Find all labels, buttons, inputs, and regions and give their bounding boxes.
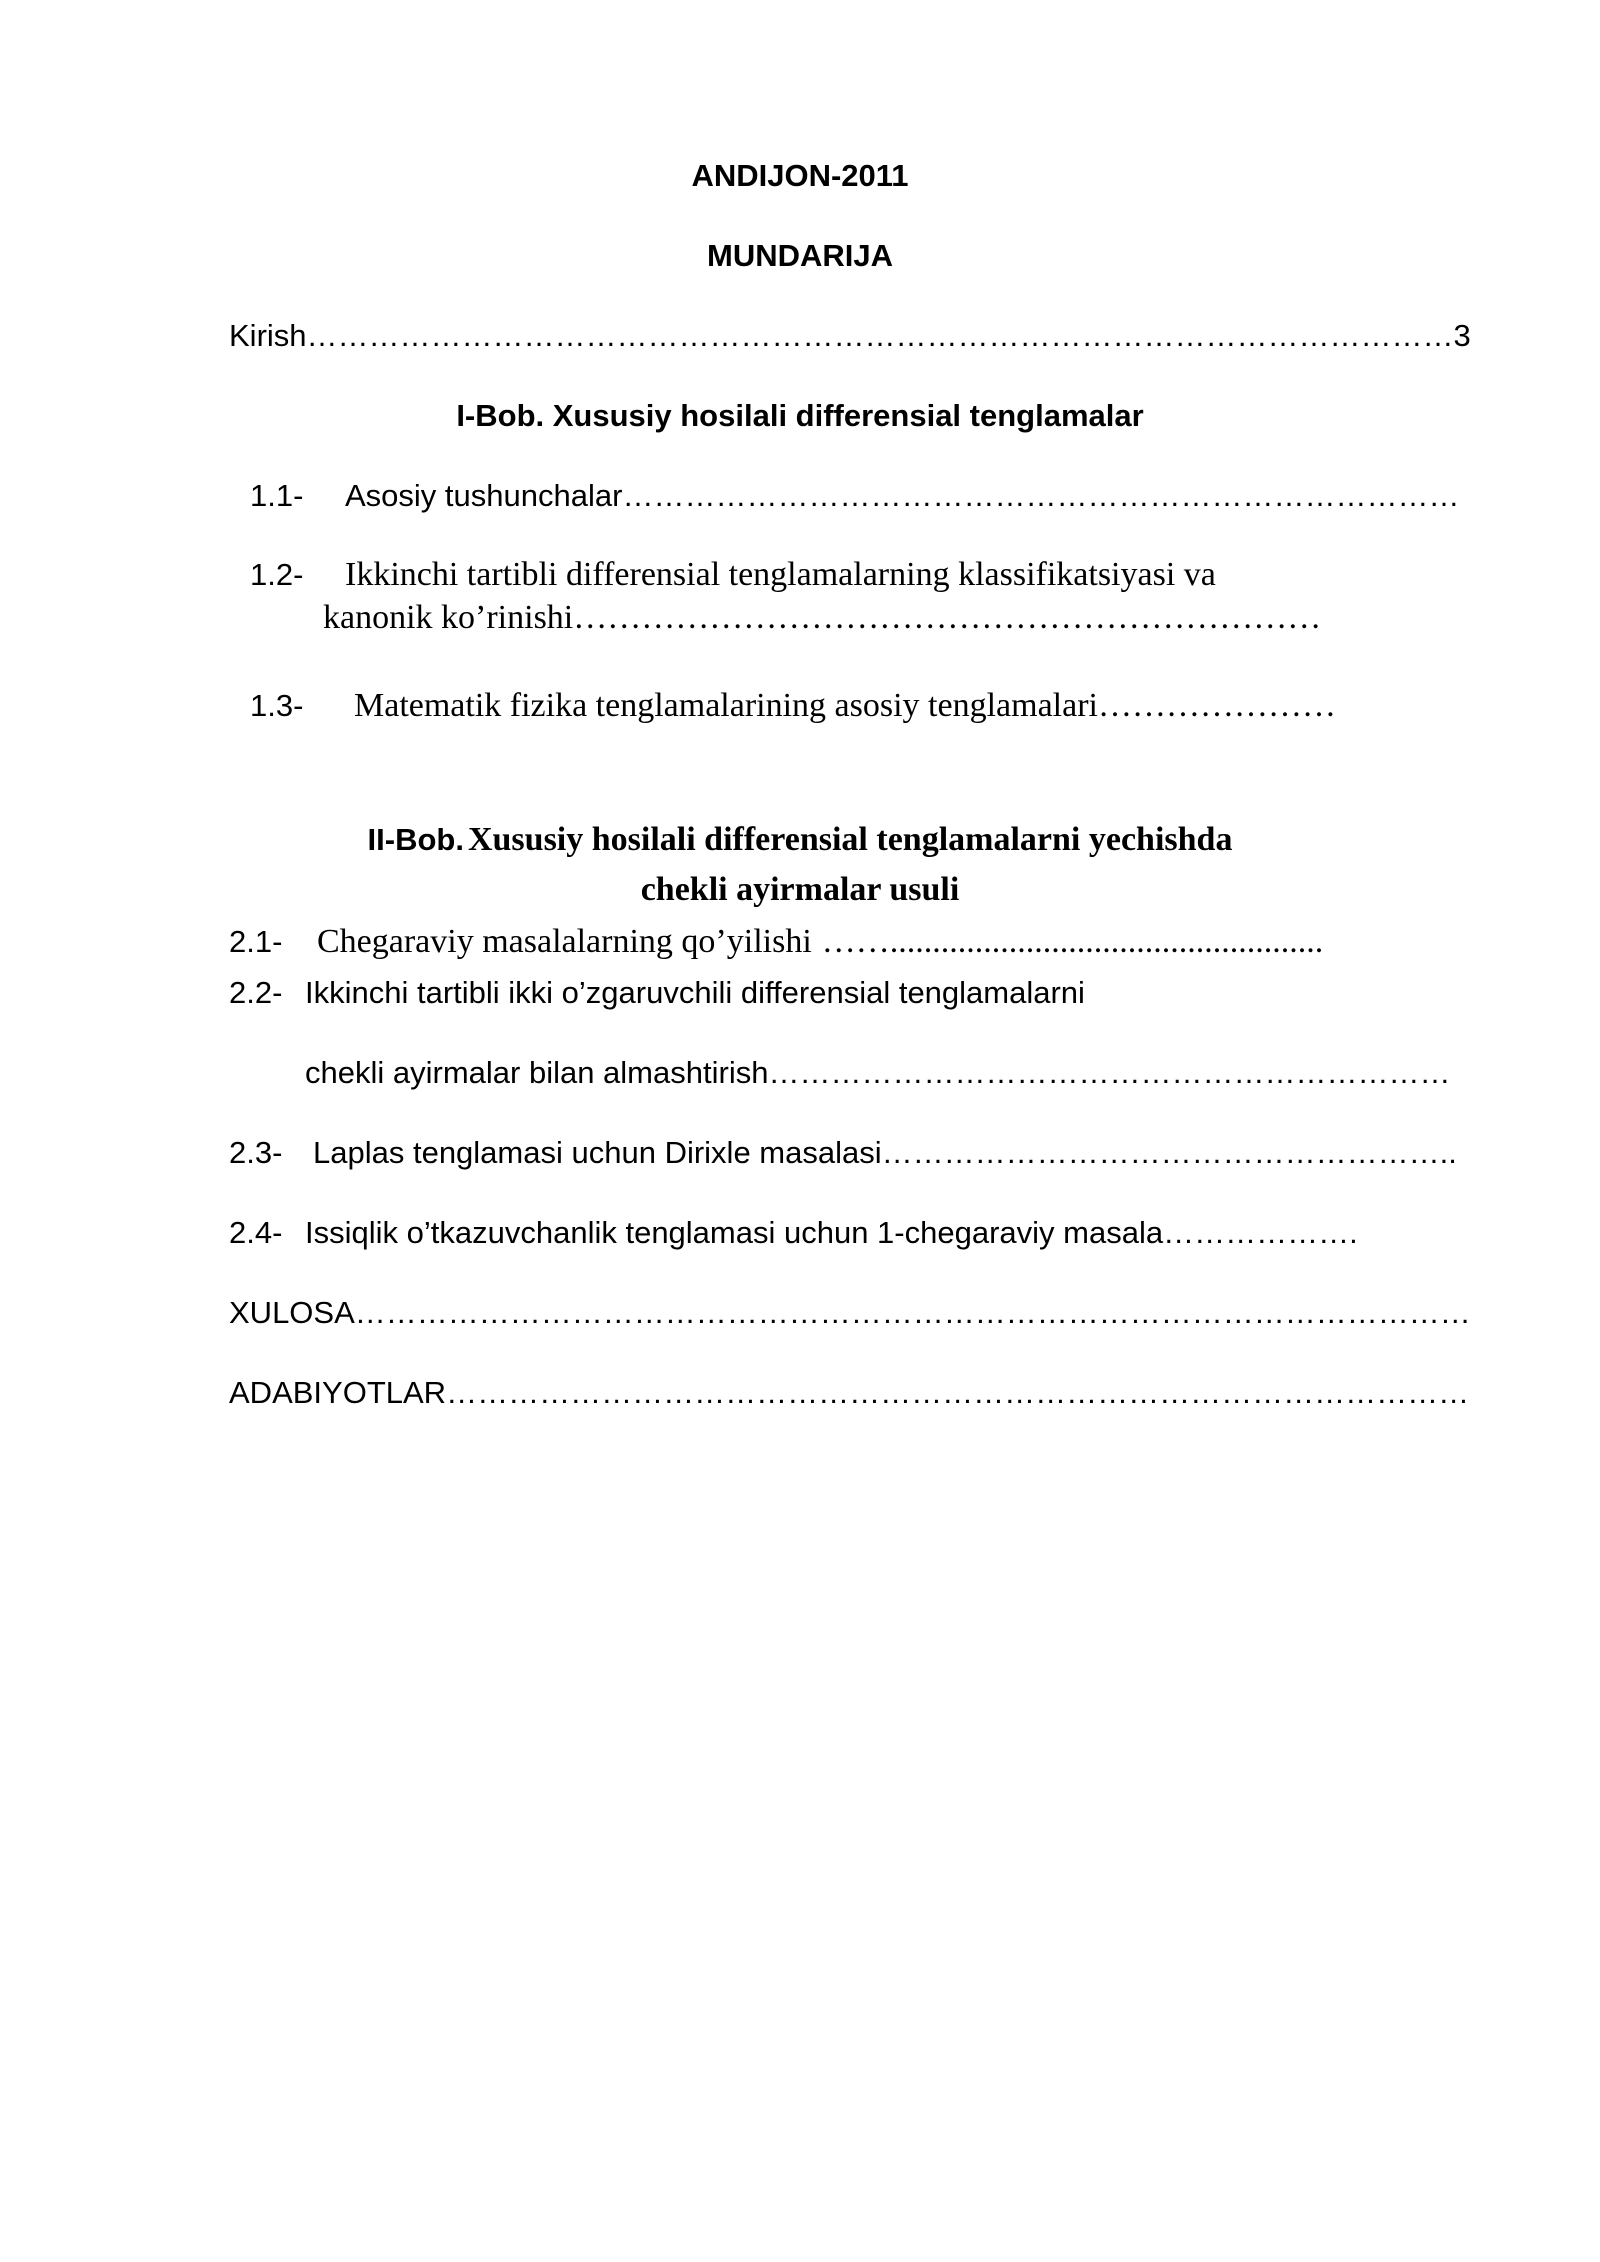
chapter-1-prefix: I-Bob.: [456, 398, 545, 433]
chapter-2-prefix: II-Bob.: [367, 822, 464, 857]
toc-entry-label-line2: kanonik ko’rinishi: [323, 599, 574, 636]
toc-entry-1-2[interactable]: [250, 558, 1216, 592]
toc-entry-number: 2.4-: [229, 1215, 283, 1250]
toc-entry-2-2-continued[interactable]: [305, 1057, 1450, 1088]
toc-entry-2-4[interactable]: [229, 1217, 1358, 1248]
toc-entry-1-1[interactable]: [250, 480, 1459, 511]
toc-entry-2-2[interactable]: [229, 977, 1085, 1008]
toc-entry-number: 1.3-: [250, 688, 304, 723]
toc-entry-number: 1.2-: [250, 557, 304, 592]
toc-entry-intro[interactable]: [229, 320, 1471, 351]
chapter-2-title-line2: chekli ayirmalar usuli: [640, 871, 960, 908]
toc-leader-dots: ………………………………………………………………………: [622, 478, 1460, 513]
toc-entry-label: Chegaraviy masalalarning qo’yilishi: [317, 923, 812, 960]
toc-entry-label: ADABIYOTLAR: [229, 1375, 447, 1410]
toc-entry-number: 2.3-: [229, 1135, 283, 1170]
toc-page-number: 3: [1453, 318, 1471, 353]
toc-entry-number: 1.1-: [250, 478, 304, 513]
toc-leader-dots: ………………………………………………………………………………………: [446, 1375, 1470, 1410]
toc-leader-dots: …………………………………………………………: [573, 599, 1322, 636]
toc-entry-label: Kirish: [229, 318, 307, 353]
toc-leader-dots: ………………………………………………………………………………………………: [354, 1295, 1471, 1330]
chapter-2-title: [0, 823, 1600, 857]
contents-title: MUNDARIJA: [707, 238, 893, 273]
toc-entry-label-line1: Ikkinchi tartibli differensial tenglamalarning klassifikatsiyasi va: [345, 556, 1216, 593]
toc-entry-label: Asosiy tushunchalar: [345, 478, 623, 513]
chapter-1-name: Xususiy hosilali differensial tenglamalar: [552, 398, 1144, 433]
toc-leader-dots: …………………………………………………………: [768, 1055, 1451, 1090]
toc-leader-dots: ……...................................................: [821, 923, 1324, 960]
toc-entry-2-3[interactable]: [229, 1137, 1457, 1168]
toc-entry-label: Matematik fizika tenglamalarining asosiy tenglamalari: [354, 687, 1098, 724]
toc-entry-label-line2: chekli ayirmalar bilan almashtirish: [305, 1055, 769, 1090]
toc-leader-dots: ………………………………………………..: [881, 1135, 1457, 1170]
toc-leader-dots: …………………: [1097, 687, 1336, 724]
toc-entry-number: 2.2-: [229, 975, 283, 1010]
chapter-1-title: [0, 400, 1600, 431]
toc-entry-2-1[interactable]: [229, 925, 1323, 959]
toc-entry-number: 2.1-: [229, 924, 283, 959]
toc-entry-conclusion[interactable]: [229, 1297, 1471, 1328]
toc-entry-references[interactable]: [229, 1377, 1469, 1408]
chapter-2-name-line1: Xususiy hosilali differensial tenglamalarni yechishda: [467, 821, 1233, 858]
toc-leader-dots: …………………………………………………………………………………………………: [306, 318, 1454, 353]
toc-leader-dots: ……………….: [1163, 1215, 1358, 1250]
toc-entry-label-line1: Ikkinchi tartibli ikki o’zgaruvchili differensial tenglamalarni: [305, 975, 1085, 1010]
toc-entry-label: Issiqlik o’tkazuvchanlik tenglamasi uchun 1-chegaraviy masala: [305, 1215, 1164, 1250]
toc-entry-1-2-continued[interactable]: [323, 601, 1321, 635]
toc-entry-label: Laplas tenglamasi uchun Dirixle masalasi: [313, 1135, 882, 1170]
toc-entry-1-3[interactable]: [250, 689, 1336, 723]
toc-entry-label: XULOSA: [229, 1295, 355, 1330]
city-year-heading: ANDIJON-2011: [691, 158, 909, 193]
